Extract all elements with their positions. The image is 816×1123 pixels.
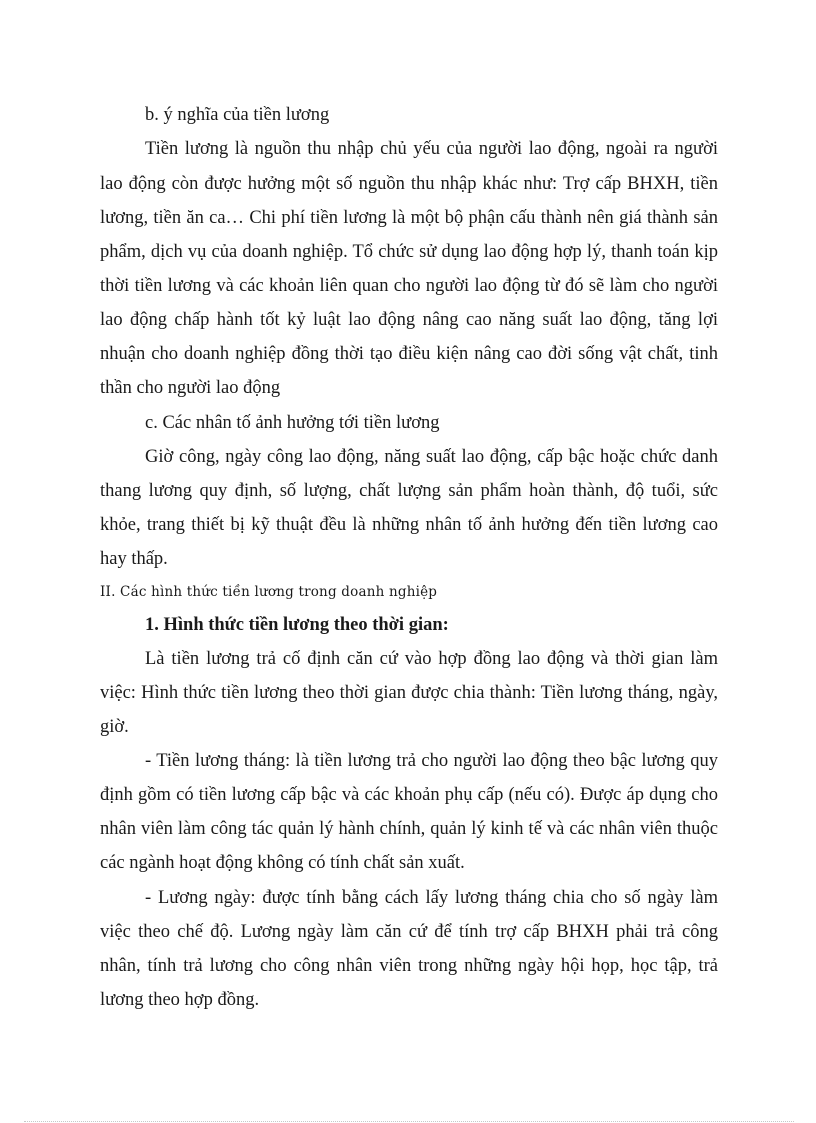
paragraph-day-line-1: - Lương ngày: được tính bằng cách lấy lương tháng chia cho số ngày làm <box>145 888 718 908</box>
paragraph-month-line-2: định gồm có tiền lương cấp bậc và các khoản phụ cấp (nếu có). Được áp dụng cho <box>100 785 718 805</box>
heading-c: c. Các nhân tố ảnh hưởng tới tiền lương <box>145 413 440 433</box>
heading-b: b. ý nghĩa của tiền lương <box>145 105 330 125</box>
paragraph-b-line-7: nhuận cho doanh nghiệp đồng thời tạo điều kiện nâng cao đời sống vật chất, tinh <box>100 344 718 364</box>
paragraph-c-line-3: khỏe, trang thiết bị kỹ thuật đều là những nhân tố ảnh hưởng đến tiền lương cao <box>100 515 718 535</box>
paragraph-b-line-6: lao động chấp hành tốt kỷ luật lao động nâng cao năng suất lao động, tăng lợi <box>100 310 718 330</box>
paragraph-day-line-3: nhân, tính trả lương cho công nhân viên trong những ngày hội họp, học tập, trả <box>100 956 718 976</box>
paragraph-1-line-3: giờ. <box>100 717 129 737</box>
section-ii-title: II. Các hình thức tiền lương trong doanh nghiệp <box>100 584 438 600</box>
paragraph-b-line-3: lương, tiền ăn ca… Chi phí tiền lương là một bộ phận cấu thành nên giá thành sản <box>100 208 718 228</box>
paragraph-day-line-4: lương theo hợp đồng. <box>100 990 260 1010</box>
paragraph-b-line-1: Tiền lương là nguồn thu nhập chủ yếu của người lao động, ngoài ra người <box>145 139 718 159</box>
paragraph-month-line-4: các ngành hoạt động không có tính chất sản xuất. <box>100 853 465 873</box>
paragraph-month-line-3: nhân viên làm công tác quản lý hành chính, quản lý kinh tế và các nhân viên thuộc <box>100 819 718 839</box>
paragraph-day-line-2: việc theo chế độ. Lương ngày làm căn cứ để tính trợ cấp BHXH phải trả công <box>100 922 718 942</box>
page-bottom-divider <box>24 1121 794 1122</box>
paragraph-month-line-1: - Tiền lương tháng: là tiền lương trả cho người lao động theo bậc lương quy <box>145 751 718 771</box>
paragraph-b-line-5: thời tiền lương và các khoản liên quan cho người lao động từ đó sẽ làm cho người <box>100 276 718 296</box>
paragraph-b-line-8: thần cho người lao động <box>100 378 281 398</box>
paragraph-1-line-2: việc: Hình thức tiền lương theo thời gian được chia thành: Tiền lương tháng, ngày, <box>100 683 718 703</box>
paragraph-b-line-2: lao động còn được hưởng một số nguồn thu nhập khác như: Trợ cấp BHXH, tiền <box>100 174 718 194</box>
paragraph-b-line-4: phẩm, dịch vụ của doanh nghiệp. Tổ chức sử dụng lao động hợp lý, thanh toán kịp <box>100 242 718 262</box>
paragraph-1-line-1: Là tiền lương trả cố định căn cứ vào hợp đồng lao động và thời gian làm <box>145 649 718 669</box>
paragraph-c-line-2: thang lương quy định, số lượng, chất lượng sản phẩm hoàn thành, độ tuổi, sức <box>100 481 718 501</box>
heading-1: 1. Hình thức tiền lương theo thời gian: <box>145 615 449 635</box>
paragraph-c-line-1: Giờ công, ngày công lao động, năng suất lao động, cấp bậc hoặc chức danh <box>145 447 718 467</box>
paragraph-c-line-4: hay thấp. <box>100 549 168 569</box>
